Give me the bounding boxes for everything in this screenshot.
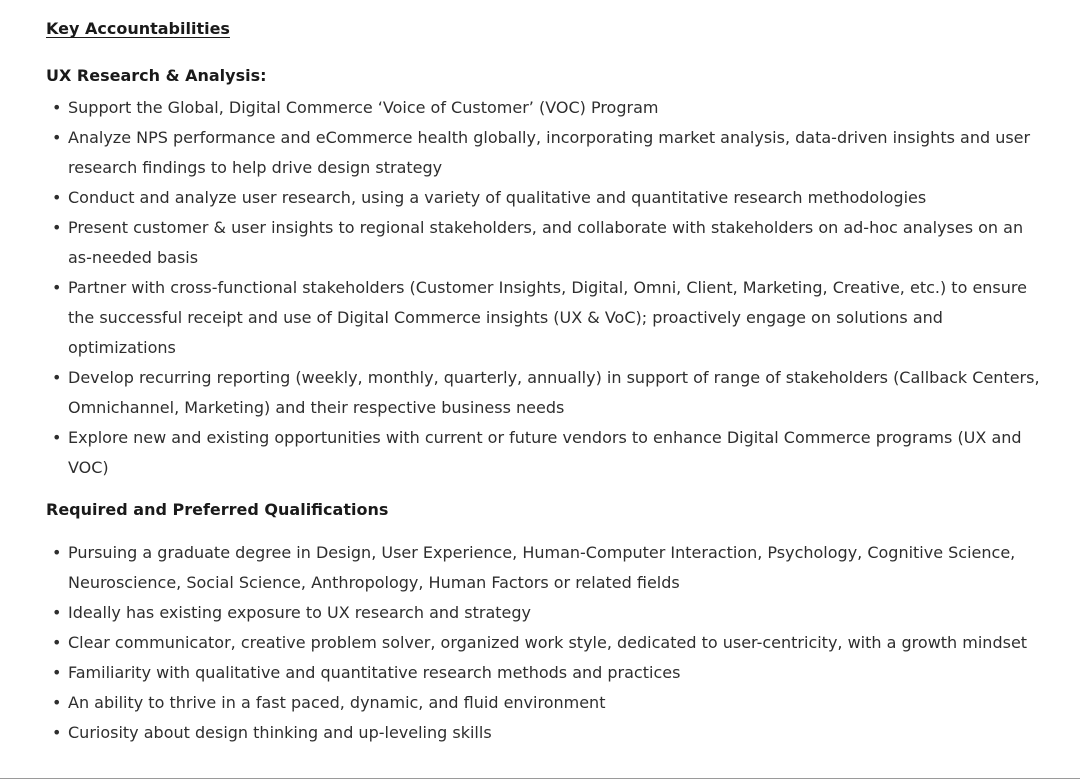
section-title-ux-research: UX Research & Analysis: — [46, 66, 267, 85]
list-item — [46, 213, 1046, 273]
page-title: Key Accountabilities — [46, 19, 230, 38]
list-item-text: Analyze NPS performance and eCommerce health globally, incorporating market analysis, data-driven insights and user research findings to help drive design strategy — [68, 128, 1031, 177]
bullet-icon: • — [52, 368, 62, 387]
list-item — [46, 598, 1046, 628]
list-item-text: Curiosity about design thinking and up-leveling skills — [68, 723, 492, 742]
bullet-icon: • — [52, 663, 62, 682]
bullet-icon: • — [52, 278, 62, 297]
list-item — [46, 628, 1046, 658]
list-item-text: Support the Global, Digital Commerce ‘Voice of Customer’ (VOC) Program — [68, 98, 659, 117]
section-title-qualifications: Required and Preferred Qualifications — [46, 500, 389, 519]
bullet-icon: • — [52, 218, 62, 237]
list-item-text: Ideally has existing exposure to UX research and strategy — [68, 603, 531, 622]
list-item — [46, 93, 1046, 123]
bullet-list-qualifications — [46, 538, 1046, 748]
bullet-icon: • — [52, 188, 62, 207]
bullet-list-accountabilities — [46, 93, 1046, 483]
list-item — [46, 538, 1046, 598]
bullet-icon: • — [52, 603, 62, 622]
bullet-icon: • — [52, 128, 62, 147]
list-item-text: Pursuing a graduate degree in Design, User Experience, Human-Computer Interaction, Psychology, Cognitive Science, Neuroscience, Social Science, Anthropology, Human Factors or related fields — [68, 543, 1016, 592]
bullet-icon: • — [52, 693, 62, 712]
list-item — [46, 273, 1046, 363]
list-item — [46, 423, 1046, 483]
bullet-icon: • — [52, 723, 62, 742]
list-item-text: Conduct and analyze user research, using a variety of qualitative and quantitative research methodologies — [68, 188, 927, 207]
list-item — [46, 718, 1046, 748]
list-item-text: Explore new and existing opportunities with current or future vendors to enhance Digital Commerce programs (UX and VOC) — [68, 428, 1022, 477]
list-item-text: An ability to thrive in a fast paced, dynamic, and fluid environment — [68, 693, 606, 712]
bullet-icon: • — [52, 428, 62, 447]
list-item — [46, 688, 1046, 718]
bullet-icon: • — [52, 633, 62, 652]
bullet-icon: • — [52, 98, 62, 117]
list-item — [46, 123, 1046, 183]
list-item-text: Partner with cross-functional stakeholders (Customer Insights, Digital, Omni, Client, Marketing, Creative, etc.) to ensure the successful receipt and use of Digital Commerce insights (UX & VoC); proactively engage on solutions and optimizations — [68, 278, 1027, 357]
list-item — [46, 183, 1046, 213]
list-item — [46, 363, 1046, 423]
list-item — [46, 658, 1046, 688]
page-bottom-divider — [0, 778, 1080, 779]
list-item-text: Familiarity with qualitative and quantitative research methods and practices — [68, 663, 681, 682]
list-item-text: Develop recurring reporting (weekly, monthly, quarterly, annually) in support of range of stakeholders (Callback Centers, Omnichannel, Marketing) and their respective business needs — [68, 368, 1040, 417]
list-item-text: Clear communicator, creative problem solver, organized work style, dedicated to user-centricity, with a growth mindset — [68, 633, 1028, 652]
list-item-text: Present customer & user insights to regional stakeholders, and collaborate with stakeholders on ad-hoc analyses on an as-needed basis — [68, 218, 1024, 267]
document-body — [46, 18, 1046, 748]
bullet-icon: • — [52, 543, 62, 562]
